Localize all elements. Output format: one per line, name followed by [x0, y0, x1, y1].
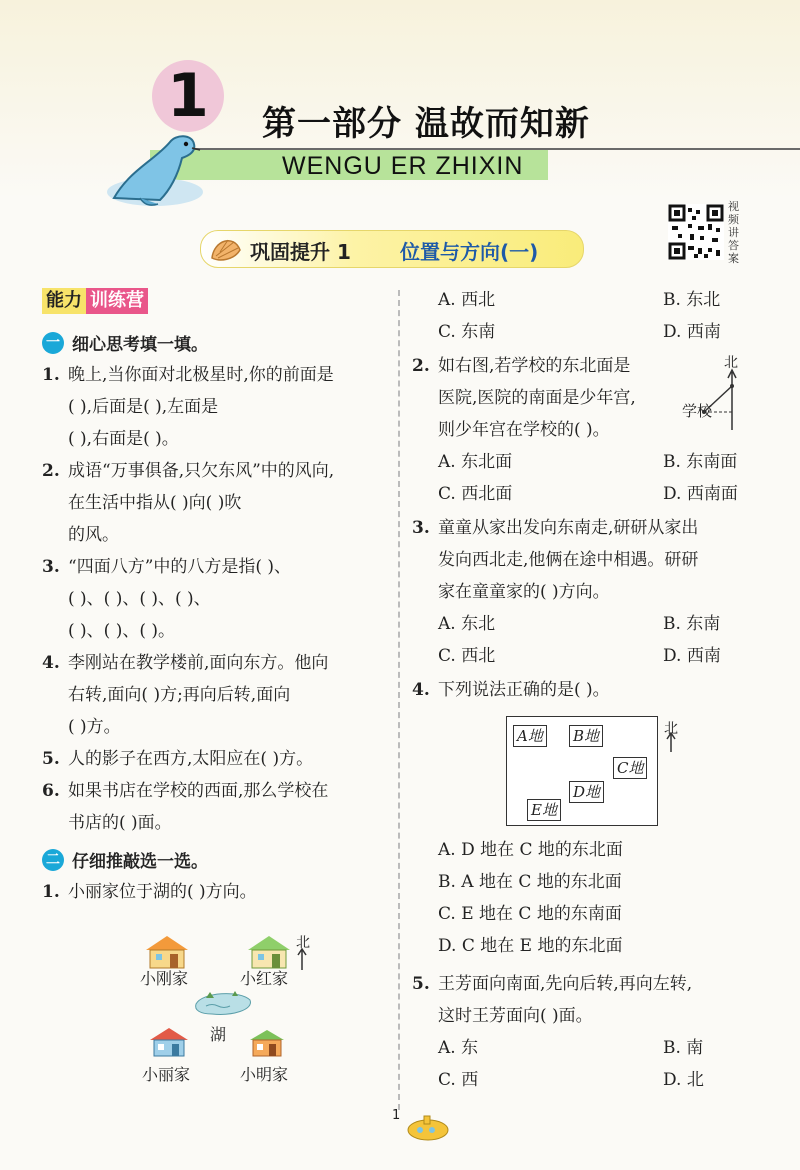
question: [42, 551, 387, 647]
option[interactable]: C. 东南: [438, 322, 496, 342]
tag-part1: 能力: [42, 288, 86, 314]
option[interactable]: B. 东南: [663, 614, 721, 634]
column-divider: [398, 290, 400, 1110]
option[interactable]: D. 西南: [663, 322, 721, 342]
house-label: 小红家: [240, 969, 289, 988]
option[interactable]: C. 西北面: [438, 484, 513, 504]
option[interactable]: A. 东北: [438, 614, 496, 634]
q5-options: [412, 1032, 757, 1096]
question-text: 小丽家位于湖的( )方向。: [68, 882, 257, 902]
part-pinyin: WENGU ER ZHIXIN: [282, 152, 524, 180]
house-icon: [248, 1028, 286, 1058]
north-arrow-icon: [666, 732, 676, 752]
submarine-icon: [402, 1112, 452, 1142]
q5-block: [412, 968, 757, 1096]
question-number: 5.: [412, 974, 430, 994]
question-text: [68, 743, 387, 775]
place-map: [506, 716, 658, 826]
place-a: A地: [513, 725, 547, 747]
question-line: 童童从家出发向东南走,研研从家出: [438, 518, 699, 538]
house-icon: [246, 934, 292, 970]
lesson-label: 巩固提升 1: [250, 240, 351, 264]
question-line: 则少年宫在学校的( )。: [438, 420, 610, 440]
section1-heading: [42, 330, 387, 355]
option[interactable]: D. 西南: [663, 646, 721, 666]
question-line: 王芳面向南面,先向后转,再向左转,: [438, 974, 693, 994]
question-line: 晚上,当你面对北极星时,你的前面是: [68, 365, 334, 385]
question-line: ( )、( )、( )、( )、: [68, 589, 211, 609]
map-north-label: 北: [664, 721, 678, 737]
question-line: ( )、( )、( )。: [68, 621, 176, 641]
question-line: 右转,面向( )方;再向后转,面向: [68, 685, 291, 705]
question: [42, 775, 387, 839]
option[interactable]: C. 西北: [438, 646, 496, 666]
option[interactable]: B. A 地在 C 地的东北面: [438, 872, 622, 892]
question-text: [438, 512, 757, 608]
question: [412, 968, 757, 1032]
option[interactable]: A. 西北: [438, 290, 496, 310]
question: [42, 359, 387, 455]
question-line: 人的影子在西方,太阳应在( )方。: [68, 749, 314, 769]
question-line: 发向西北走,他俩在途中相遇。研研: [438, 550, 699, 570]
place-e: E地: [527, 799, 561, 821]
question-number: 1.: [42, 365, 60, 385]
question-line: 在生活中指从( )向( )吹: [68, 493, 242, 513]
question-number: 2.: [42, 461, 60, 481]
school-label: 学校: [682, 402, 713, 420]
north-label: 北: [296, 935, 310, 951]
shell-icon: [208, 232, 244, 264]
question-line: 李刚站在教学楼前,面向东方。他向: [68, 653, 329, 673]
place-d: D地: [569, 781, 604, 803]
option[interactable]: D. C 地在 E 地的东北面: [438, 936, 623, 956]
north-label: 北: [724, 355, 738, 371]
question-text: [68, 359, 387, 455]
question-number: 4.: [412, 680, 430, 700]
option[interactable]: D. 西南面: [663, 484, 738, 504]
question-text: [68, 647, 387, 743]
question-line: 如果书店在学校的西面,那么学校在: [68, 781, 329, 801]
house-label: 小丽家: [142, 1065, 191, 1084]
question-number: 5.: [42, 749, 60, 769]
option[interactable]: B. 东南面: [663, 452, 738, 472]
q2-options: [412, 446, 757, 510]
place-c: C地: [613, 757, 647, 779]
question-line: 家在童童家的( )方向。: [438, 582, 610, 602]
question: [412, 674, 757, 706]
question-line: ( ),右面是( )。: [68, 429, 179, 449]
lake-label: 湖: [210, 1025, 227, 1044]
question-line: “四面八方”中的八方是指( )、: [68, 557, 292, 577]
question-line: ( ),后面是( ),左面是: [68, 397, 219, 417]
question-line: 的风。: [68, 525, 119, 545]
question-line: 成语“万事俱备,只欠东风”中的风向,: [68, 461, 335, 481]
right-column: [412, 284, 757, 706]
section1-title: 细心思考填一填。: [72, 335, 208, 355]
section1-number: 一: [42, 332, 64, 354]
question: [412, 512, 757, 608]
seal-mascot-icon: [100, 120, 210, 215]
part-number-badge: 1: [152, 60, 224, 132]
question-line: 书店的( )面。: [68, 813, 172, 833]
lake-icon: [192, 988, 254, 1018]
option[interactable]: D. 北: [663, 1070, 704, 1090]
question: [42, 876, 387, 908]
option[interactable]: B. 东北: [663, 290, 721, 310]
question-number: 3.: [42, 557, 60, 577]
question-line: 这时王芳面向( )面。: [438, 1006, 593, 1026]
question-number: 1.: [42, 882, 60, 902]
house-icon: [148, 1026, 190, 1058]
section2-heading: [42, 847, 387, 872]
question-text: [68, 551, 387, 647]
q3-options: [412, 608, 757, 672]
option[interactable]: C. 西: [438, 1070, 479, 1090]
house-icon: [144, 934, 190, 970]
ability-camp-tag: [42, 288, 148, 314]
house-label: 小刚家: [140, 969, 189, 988]
lake-figure: [130, 930, 330, 1090]
page-number: 1: [392, 1108, 401, 1123]
option[interactable]: A. 东: [438, 1038, 479, 1058]
question-number: 4.: [42, 653, 60, 673]
option[interactable]: B. 南: [663, 1038, 704, 1058]
qr-code[interactable]: [668, 204, 724, 260]
part-title: 第一部分 温故而知新: [262, 104, 590, 144]
question-text: [68, 455, 387, 551]
question-line: ( )方。: [68, 717, 121, 737]
left-column: [42, 330, 387, 908]
school-figure: [682, 352, 752, 436]
section2-number: 二: [42, 849, 64, 871]
question-number: 6.: [42, 781, 60, 801]
question-text: [438, 350, 678, 446]
north-arrow-icon: [297, 948, 307, 970]
section2-title: 仔细推敲选一选。: [72, 852, 208, 872]
tag-part2: 训练营: [86, 288, 148, 314]
qr-label: 视频讲答案: [728, 200, 739, 265]
house-label: 小明家: [240, 1065, 289, 1084]
place-b: B地: [569, 725, 603, 747]
option[interactable]: A. 东北面: [438, 452, 513, 472]
question-line: 医院,医院的南面是少年宫,: [438, 388, 636, 408]
question: [42, 743, 387, 775]
question-text: [68, 775, 387, 839]
question: [42, 455, 387, 551]
option[interactable]: C. E 地在 C 地的东南面: [438, 904, 622, 924]
q1-options: [412, 284, 757, 348]
question-number: 2.: [412, 356, 430, 376]
q4-options: [438, 834, 768, 962]
question-number: 3.: [412, 518, 430, 538]
question-text: [438, 968, 757, 1032]
question-text: 下列说法正确的是( )。: [438, 680, 610, 700]
option[interactable]: A. D 地在 C 地的东北面: [438, 840, 623, 860]
question: [42, 647, 387, 743]
lesson-title: 位置与方向(一): [400, 240, 539, 264]
question-line: 如右图,若学校的东北面是: [438, 356, 631, 376]
